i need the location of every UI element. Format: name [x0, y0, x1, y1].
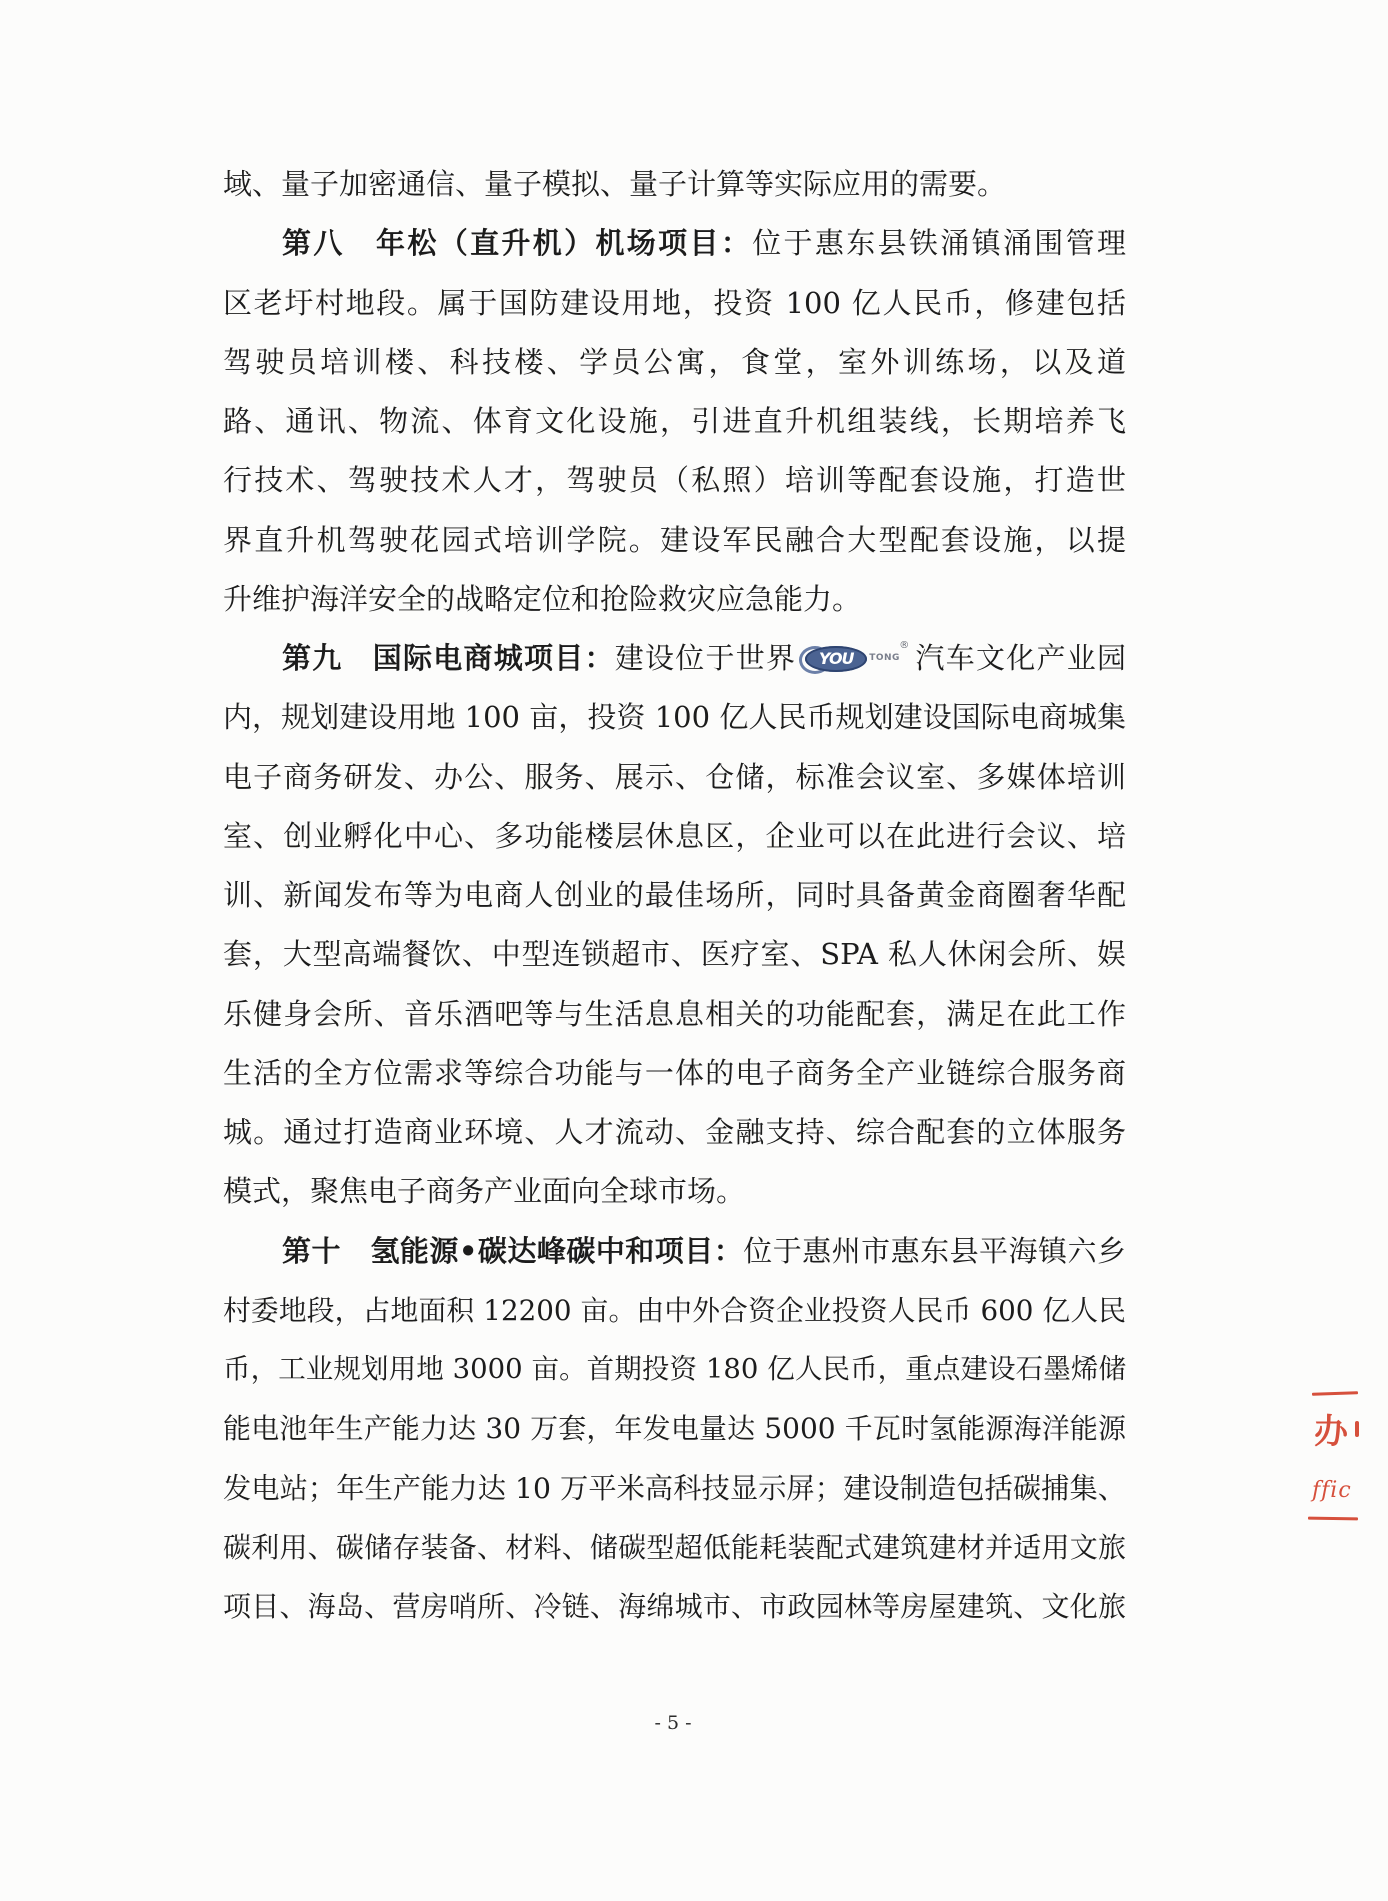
- body-text-line: 发电站；年生产能力达 10 万平米高科技显示屏；建设制造包括碳捕集、: [223, 1471, 1126, 1505]
- body-text-line: 升维护海洋安全的战略定位和抢险救灾应急能力。: [223, 581, 862, 616]
- seal-border-bottom: [1308, 1517, 1358, 1521]
- body-text-line: 域、量子加密通信、量子模拟、量子计算等实际应用的需要。: [223, 167, 1007, 201]
- body-text-line: 内，规划建设用地 100 亩，投资 100 亿人民币规划建设国际电商城集: [223, 700, 1126, 735]
- body-text-line: 区老圩村地段。属于国防建设用地，投资 100 亿人民币，修建包括: [223, 285, 1126, 320]
- red-seal-fragment: [1305, 1385, 1373, 1530]
- body-text-line: 驾驶员培训楼、科技楼、学员公寓，食堂，室外训练场，以及道: [223, 344, 1126, 379]
- body-text: [223, 155, 1126, 1636]
- body-text-line: 能电池年生产能力达 30 万套，年发电量达 5000 千瓦时氢能源海洋能源: [223, 1412, 1126, 1446]
- registered-mark-icon: ®: [899, 640, 910, 651]
- logo-you-text: YOU: [818, 649, 854, 668]
- body-text-line: 模式，聚焦电子商务产业面向全球市场。: [223, 1174, 746, 1209]
- body-text-line: 碳利用、碳储存装备、材料、储碳型超低能耗装配式建筑建材并适用文旅: [223, 1530, 1126, 1564]
- body-text-segment: 汽车文化产业园: [914, 641, 1126, 675]
- body-text-line: 乐健身会所、音乐酒吧等与生活息息相关的功能配套，满足在此工作: [223, 996, 1126, 1031]
- section-first-line: [223, 1222, 1126, 1281]
- body-text-line: 村委地段，占地面积 12200 亩。由中外合资企业投资人民币 600 亿人民: [223, 1293, 1126, 1327]
- body-text-line: 训、新闻发布等为电商人创业的最佳场所，同时具备黄金商圈奢华配: [223, 878, 1126, 912]
- section-heading: 第九 国际电商城项目：: [282, 641, 615, 675]
- body-text-line: 行技术、驾驶技术人才，驾驶员（私照）培训等配套设施，打造世: [223, 463, 1126, 498]
- section-heading: 第八 年松（直升机）机场项目：: [282, 226, 753, 261]
- body-text-line: 币，工业规划用地 3000 亩。首期投资 180 亿人民币，重点建设石墨烯储: [223, 1353, 1126, 1385]
- seal-border-top: [1312, 1391, 1358, 1396]
- page-number: - 5 -: [654, 1712, 692, 1734]
- body-text-line: 项目、海岛、营房哨所、冷链、海绵城市、市政园林等房屋建筑、文化旅: [223, 1590, 1126, 1623]
- seal-text-cn: 办: [1314, 1412, 1348, 1452]
- seal-partial-stroke: [1355, 1421, 1359, 1437]
- section-heading: 第十 氢能源•碳达峰碳中和项目：: [282, 1233, 744, 1268]
- section-first-line: [223, 214, 1126, 273]
- body-text-line: 生活的全方位需求等综合功能与一体的电子商务全产业链综合服务商: [223, 1055, 1126, 1090]
- body-text-segment: 建设位于世界: [614, 641, 797, 675]
- logo-tong-text: TONG: [869, 653, 900, 663]
- body-text-segment: 位于惠州市惠东县平海镇六乡: [743, 1233, 1126, 1268]
- body-text-segment: 位于惠东县铁涌镇涌围管理: [752, 226, 1126, 261]
- youtong-logo: [799, 640, 911, 676]
- body-text-line: 路、通讯、物流、体育文化设施，引进直升机组装线，长期培养飞: [223, 404, 1126, 438]
- body-text-line: 城。通过打造商业环境、人才流动、金融支持、综合配套的立体服务: [223, 1115, 1126, 1149]
- logo-oval-shape: [805, 646, 867, 672]
- body-text-line: 界直升机驾驶花园式培训学院。建设军民融合大型配套设施，以提: [223, 522, 1126, 557]
- seal-text-en: ffic: [1312, 1478, 1352, 1503]
- body-text-line: 室、创业孵化中心、多功能楼层休息区，企业可以在此进行会议、培: [223, 818, 1126, 853]
- body-text-line: 电子商务研发、办公、服务、展示、仓储，标准会议室、多媒体培训: [223, 759, 1126, 794]
- body-text-line: 套，大型高端餐饮、中型连锁超市、医疗室、SPA 私人休闲会所、娱: [223, 937, 1126, 972]
- section-first-line: [223, 629, 1126, 688]
